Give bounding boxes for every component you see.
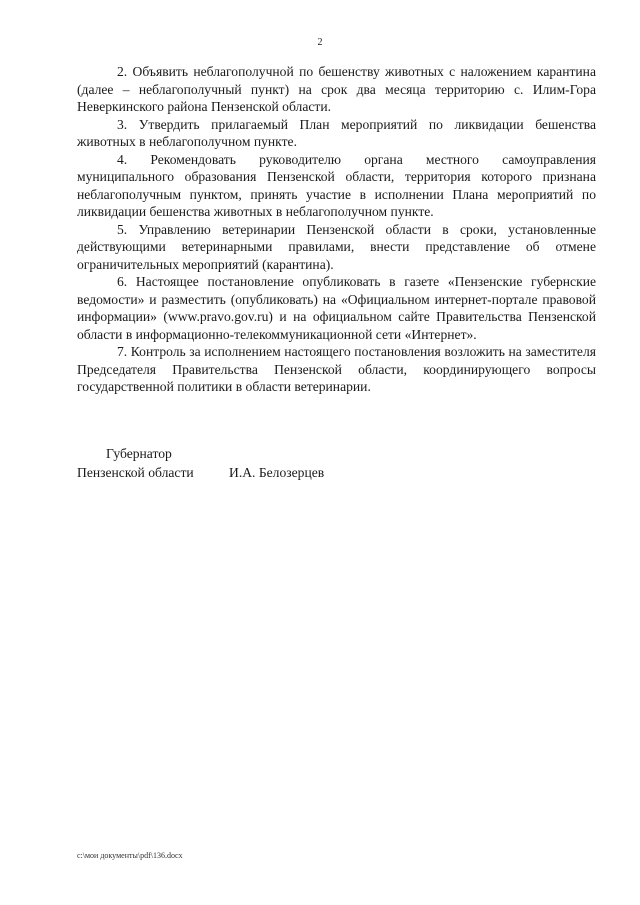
paragraph-7: 7. Контроль за исполнением настоящего постановления возложить на заместителя Председателя Правительства Пензенской области, координирующего вопросы государственной политики в области ветеринарии. — [77, 344, 596, 394]
paragraph-6: 6. Настоящее постановление опубликовать в газете «Пензенские губернские ведомости» и разместить (опубликовать) на «Официальном интернет-портале правовой информации» (www.pravo.gov.ru) и на официальном сайте Правительства Пензенской области в информационно-телекоммуникационной сети «Интернет». — [77, 274, 596, 342]
paragraph-5: 5. Управлению ветеринарии Пензенской области в сроки, установленные действующими ветеринарными правилами, внести представление об отмене ограничительных мероприятий (карантина). — [77, 221, 596, 272]
signatory-line — [77, 463, 324, 482]
signatory-region: Пензенской области — [77, 465, 194, 480]
paragraph-4: 4. Рекомендовать руководителю органа местного самоуправления муниципального образования Пензенской области, территория которого признана неблагополучным пунктом, принять участие в исполнении Плана мероприятий по ликвидации бешенства животных в неблагополучном пункте. — [77, 151, 596, 219]
footer-file-path: c:\мои документы\pdf\136.docx — [77, 851, 183, 860]
page-number: 2 — [317, 37, 323, 48]
signature-block — [77, 444, 324, 482]
paragraph-3: 3. Утвердить прилагаемый План мероприятий по ликвидации бешенства животных в неблагополучном пункте. — [77, 116, 596, 149]
signatory-name: И.А. Белозерцев — [229, 465, 325, 480]
paragraph-2: 2. Объявить неблагополучной по бешенству животных с наложением карантина (далее – неблагополучный пункт) на срок два месяца территорию с. Илим-Гора Неверкинского района Пензенской области. — [77, 64, 596, 114]
signatory-title: Губернатор — [106, 446, 172, 461]
document-body — [77, 63, 596, 396]
